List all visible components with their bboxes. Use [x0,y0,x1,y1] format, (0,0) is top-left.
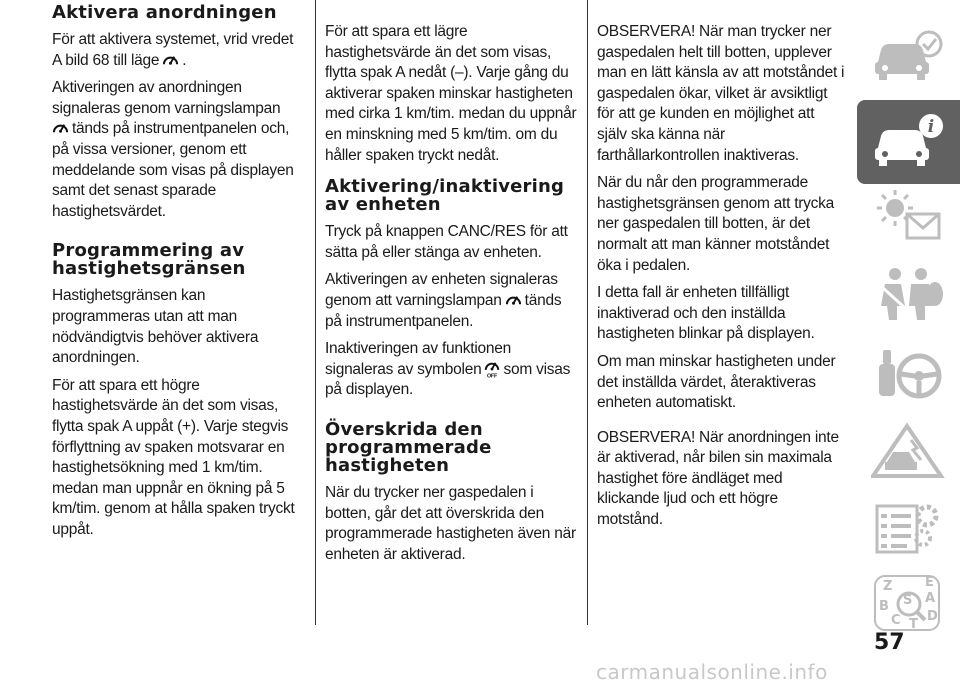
paragraph [52,30,304,71]
tab-maintenance[interactable] [857,486,960,570]
tab-car-key-info[interactable] [857,100,960,184]
speed-limiter-icon [52,120,69,135]
paragraph [52,78,304,222]
steering-start-icon [871,346,947,404]
paragraph [325,270,577,332]
index-letter: T [909,617,918,632]
heading-activate: Aktivera anordningen [52,2,277,23]
speed-limiter-icon [505,292,522,307]
paragraph: Hastighetsgränsen kan programmeras utan att man nödvändigtvis behöver aktivera anordningen. [52,287,259,367]
paragraph: Tryck på knappen CANC/RES för att sätta på eller stänga av enheten. [325,223,568,261]
index-letter: C [891,613,901,628]
column-3 [597,0,847,538]
index-letter: E [925,575,934,590]
watermark: carmanualsonline.info [596,660,828,684]
index-letter: D [927,609,938,624]
text: För att aktivera systemet, vrid vredet A bild 68 till läge [52,31,294,69]
tab-steering-start[interactable] [857,334,960,418]
tab-safety[interactable] [857,254,960,338]
off-label: OFF [487,373,498,378]
car-info-icon [871,26,947,84]
text: . [182,51,187,69]
heading-exceed: Överskrida den programmerade hastigheten [325,418,492,476]
paragraph: I detta fall är enheten tillfälligt inaktiverad och den inställda hastigheten blinkar på displayen. [597,284,815,343]
text: Inaktiveringen av funktionen signaleras av symbolen [325,340,512,378]
maintenance-icon [871,498,947,556]
tab-warning-lights[interactable] [857,176,960,260]
warning-lights-icon [871,188,947,246]
paragraph: OBSERVERA! När man trycker ner gaspedalen helt till botten, upplever man en lätt känsla av att motståndet i gaspedalen ökar, vilket är avsiktligt för att ge kunden en möjlighet att själv ska känna när farthållarkontrollen inaktiveras. [597,23,845,164]
heading-program: Programmering av hastighetsgränsen [52,240,246,280]
speed-limiter-off-icon [484,360,500,378]
paragraph: När du når den programmerade hastighetsgränsen genom att trycka ner gaspedalen till botten, är det normalt att man känner motståndet öka i pedalen. [597,174,835,274]
column-divider [315,0,316,625]
column-1 [52,0,304,547]
index-letter: B [879,599,889,614]
page-number: 57 [874,630,905,655]
tab-emergency[interactable] [857,410,960,494]
svg-text:i: i [927,117,935,137]
column-2 [325,0,577,572]
index-letter: S [903,593,913,608]
text: Aktiveringen av enheten signaleras genom att varningslampan [325,271,558,309]
emergency-icon [871,422,947,480]
index-letter: Z [883,579,893,594]
tab-index[interactable] [857,562,960,646]
text: tänds på instrumentpanelen. [325,291,562,330]
heading-toggle: Aktivering/inaktivering av enheten [325,176,565,216]
paragraph [325,339,577,401]
column-divider [587,0,588,625]
paragraph: För att spara ett högre hastighetsvärde än det som visas, flytta spak A uppåt (+). Varje stegvis förflyttning av spaken motsvarar en hastighetsökning med 1 km/tim. medan man uppnår en ökning på 5 km/tim. genom at hålla spaken tryckt uppåt. [52,376,295,538]
index-letter: A [925,591,936,606]
paragraph: Om man minskar hastigheten under det inställda värdet, återaktiveras enheten automatiskt. [597,352,836,412]
car-key-info-icon [871,112,947,170]
text: tänds på instrumentpanelen och, på vissa versioner, genom ett meddelande som visas på displayen samt det senast sparade hastighetsvärdet. [52,120,294,220]
paragraph: OBSERVERA! När anordningen inte är aktiverad, når bilen sin maximala hastighet före ändläget med klickande ljud och ett högre motstånd. [597,428,839,529]
paragraph: För att spara ett lägre hastighetsvärde än det som visas, flytta spak A nedåt (–). Varje gång du aktiverar spaken minskar hastigheten med cirka 1 km/tim. medan du uppnår en minskning med 5 km/tim. om du håller spaken tryckt nedåt. [325,23,577,164]
speed-limiter-icon [162,52,179,67]
text: som visas på displayen. [325,360,571,399]
tab-car-info[interactable] [857,14,960,98]
paragraph: När du trycker ner gaspedalen i botten, går det att överskrida den programmerade hastigheten även när enheten är aktiverad. [325,483,576,563]
text: Aktiveringen av anordningen signaleras genom varningslampan [52,79,281,117]
index-icon [871,574,947,632]
safety-airbag-icon [871,266,947,324]
chapter-sidebar [857,0,960,686]
